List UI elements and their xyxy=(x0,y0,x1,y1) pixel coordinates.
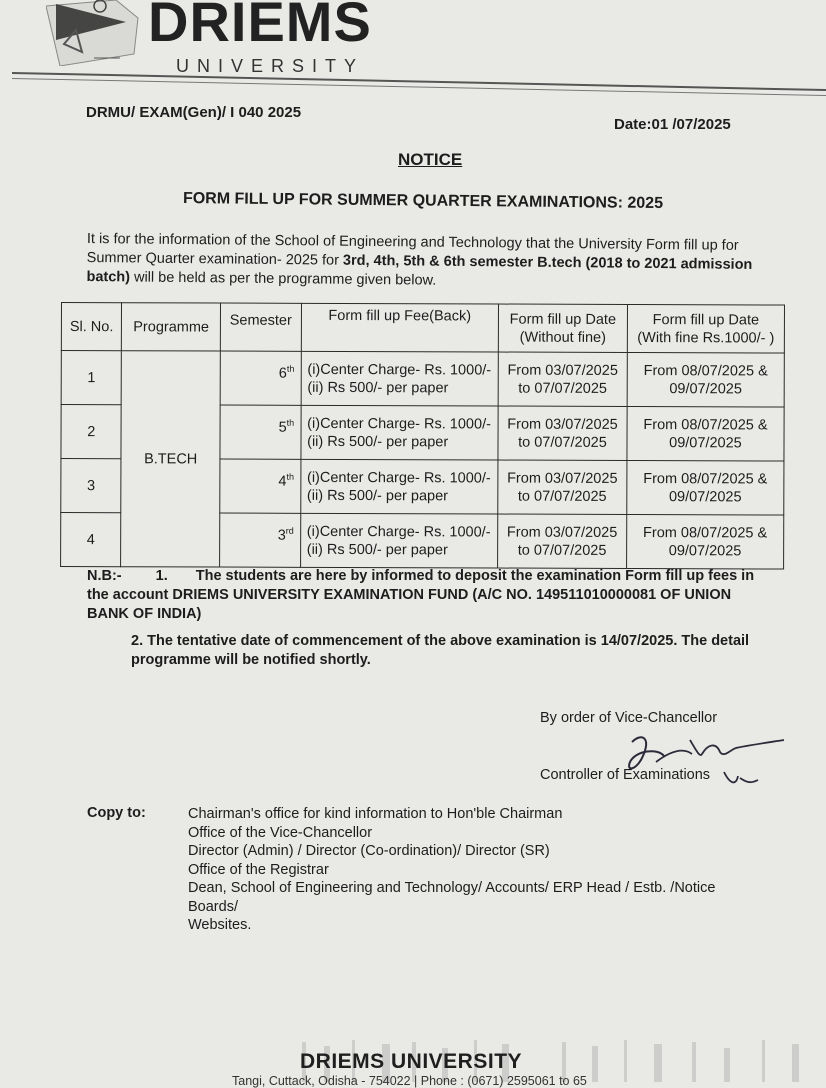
nb-number: 1. xyxy=(155,568,168,584)
fee-per-paper: (ii) Rs 500/- per paper xyxy=(306,487,449,504)
by-order-line: By order of Vice-Chancellor xyxy=(540,710,718,726)
cell-sl-no: 3 xyxy=(61,459,122,513)
cell-programme: B.TECH xyxy=(121,351,220,567)
copy-to-list xyxy=(188,805,768,935)
header-date-line: Form fill up Date xyxy=(652,311,760,328)
date-to: 09/07/2025 xyxy=(668,542,742,559)
date-to: to 07/07/2025 xyxy=(517,542,607,559)
controller-of-examinations: Controller of Examinations xyxy=(540,767,711,783)
list-item: Director (Admin) / Director (Co-ordination)/ Director (SR) xyxy=(188,843,550,859)
intro-text-end: will be held as per the programme given below. xyxy=(129,269,437,289)
list-item: Dean, School of Engineering and Technology/ Accounts/ ERP Head / Estb. /Notice Boards/ xyxy=(188,880,716,915)
date-to: to 07/07/2025 xyxy=(517,488,607,505)
cell-date-without-fine xyxy=(498,514,627,568)
date-to: to 07/07/2025 xyxy=(518,380,608,397)
fee-per-paper: (ii) Rs 500/- per paper xyxy=(307,433,449,450)
notice-subject: FORM FILL UP FOR SUMMER QUARTER EXAMINATIONS: 2025 xyxy=(182,190,664,213)
fee-center-charge: (i)Center Charge- Rs. 1000/- xyxy=(306,469,491,487)
date-from: From 03/07/2025 xyxy=(507,416,618,433)
table-header-row xyxy=(61,303,784,354)
cell-sl-no: 4 xyxy=(61,513,122,567)
reference-number: DRMU/ EXAM(Gen)/ I 040 2025 xyxy=(86,104,302,121)
fee-per-paper: (ii) Rs 500/- per paper xyxy=(307,379,449,396)
footer-address: Tangi, Cuttack, Odisha - 754022 | Phone : (0671) 2595061 to 65 xyxy=(232,1074,587,1088)
signature-icon xyxy=(612,728,792,796)
date-from: From 08/07/2025 & xyxy=(643,362,768,379)
semester-suffix: rd xyxy=(285,525,294,536)
date-from: From 08/07/2025 & xyxy=(643,524,768,541)
cell-fee xyxy=(300,513,498,568)
cell-date-with-fine xyxy=(627,406,784,461)
date-to: 09/07/2025 xyxy=(668,488,742,505)
semester-number: 3 xyxy=(277,527,286,544)
date-from: From 03/07/2025 xyxy=(507,470,618,487)
nb-item-2: 2. The tentative date of commencement of the above examination is 14/07/2025. The detail programme will be notified shortly. xyxy=(131,633,750,668)
semester-number: 4 xyxy=(278,473,287,490)
header-sl-no: Sl. No. xyxy=(61,303,122,351)
header-date-line: Form fill up Date xyxy=(509,311,617,328)
semester-number: 6 xyxy=(278,365,287,382)
cell-sl-no: 1 xyxy=(61,351,122,405)
list-item: Office of the Registrar xyxy=(188,861,329,878)
cell-fee xyxy=(300,459,498,514)
semester-number: 5 xyxy=(278,419,287,436)
cell-sl-no: 2 xyxy=(61,405,122,459)
intro-text: It is for the information of the School of Engineering and Technology that the University Form fill up for Summer Quarter examination- 2025 for xyxy=(86,230,739,269)
list-item: Websites. xyxy=(188,917,252,933)
table-row xyxy=(61,351,784,408)
notice-date: Date:01 /07/2025 xyxy=(614,116,731,133)
brand-subtitle: UNIVERSITY xyxy=(176,56,365,76)
date-to: to 07/07/2025 xyxy=(518,434,607,451)
form-fill-up-table xyxy=(60,302,785,570)
brand-name: DRIEMS xyxy=(148,0,372,53)
date-to: 09/07/2025 xyxy=(669,434,742,451)
list-item: Chairman's office for kind information to Hon'ble Chairman xyxy=(188,806,563,822)
fee-per-paper: (ii) Rs 500/- per paper xyxy=(306,541,448,558)
date-to: 09/07/2025 xyxy=(669,380,742,397)
date-from: From 08/07/2025 & xyxy=(643,416,768,433)
notice-title: NOTICE xyxy=(398,150,463,169)
cell-semester xyxy=(220,405,301,459)
header-date-without-fine xyxy=(498,304,627,352)
header-date-note: (With fine Rs.1000/- ) xyxy=(637,329,775,346)
cell-semester xyxy=(220,513,301,567)
cell-date-with-fine xyxy=(626,514,783,569)
intro-paragraph xyxy=(86,230,767,294)
fee-center-charge: (i)Center Charge- Rs. 1000/- xyxy=(307,361,492,379)
intro-bold-text: 3rd, 4th, 5th & 6th semester B.tech (2018 to 2021 admission batch) xyxy=(86,252,753,286)
nb-item-1 xyxy=(87,567,767,624)
cell-date-without-fine xyxy=(498,406,627,460)
nb-text: The students are here by informed to deposit the examination Form fill up fees in the account DRIEMS UNIVERSITY EXAMINATION FUND (A/C NO. 149511010000081 OF UNION BANK OF INDIA) xyxy=(87,568,755,622)
list-item: Office of the Vice-Chancellor xyxy=(188,824,373,841)
date-from: From 03/07/2025 xyxy=(506,524,618,541)
fee-center-charge: (i)Center Charge- Rs. 1000/- xyxy=(306,523,491,541)
cell-date-with-fine xyxy=(627,352,784,407)
semester-suffix: th xyxy=(286,417,295,428)
header-date-with-fine xyxy=(627,304,784,353)
header-fee: Form fill up Fee(Back) xyxy=(301,303,499,352)
header-date-note: (Without fine) xyxy=(519,329,606,346)
nb-label: N.B:- xyxy=(87,568,122,584)
cell-date-without-fine xyxy=(498,460,627,514)
cell-fee xyxy=(301,351,499,406)
copy-to-label: Copy to: xyxy=(87,805,146,821)
university-logo-icon xyxy=(46,0,142,66)
date-from: From 03/07/2025 xyxy=(507,362,618,379)
semester-suffix: th xyxy=(286,471,295,482)
cell-fee xyxy=(301,405,499,460)
cell-date-with-fine xyxy=(627,460,784,515)
fee-center-charge: (i)Center Charge- Rs. 1000/- xyxy=(307,415,491,433)
cell-semester xyxy=(220,459,301,513)
footer-university-name: DRIEMS UNIVERSITY xyxy=(300,1050,523,1073)
cell-semester xyxy=(220,351,301,405)
header-semester: Semester xyxy=(220,303,301,351)
semester-suffix: th xyxy=(286,363,295,374)
header-programme: Programme xyxy=(122,303,221,351)
date-from: From 08/07/2025 & xyxy=(643,470,768,487)
cell-date-without-fine xyxy=(498,352,627,406)
